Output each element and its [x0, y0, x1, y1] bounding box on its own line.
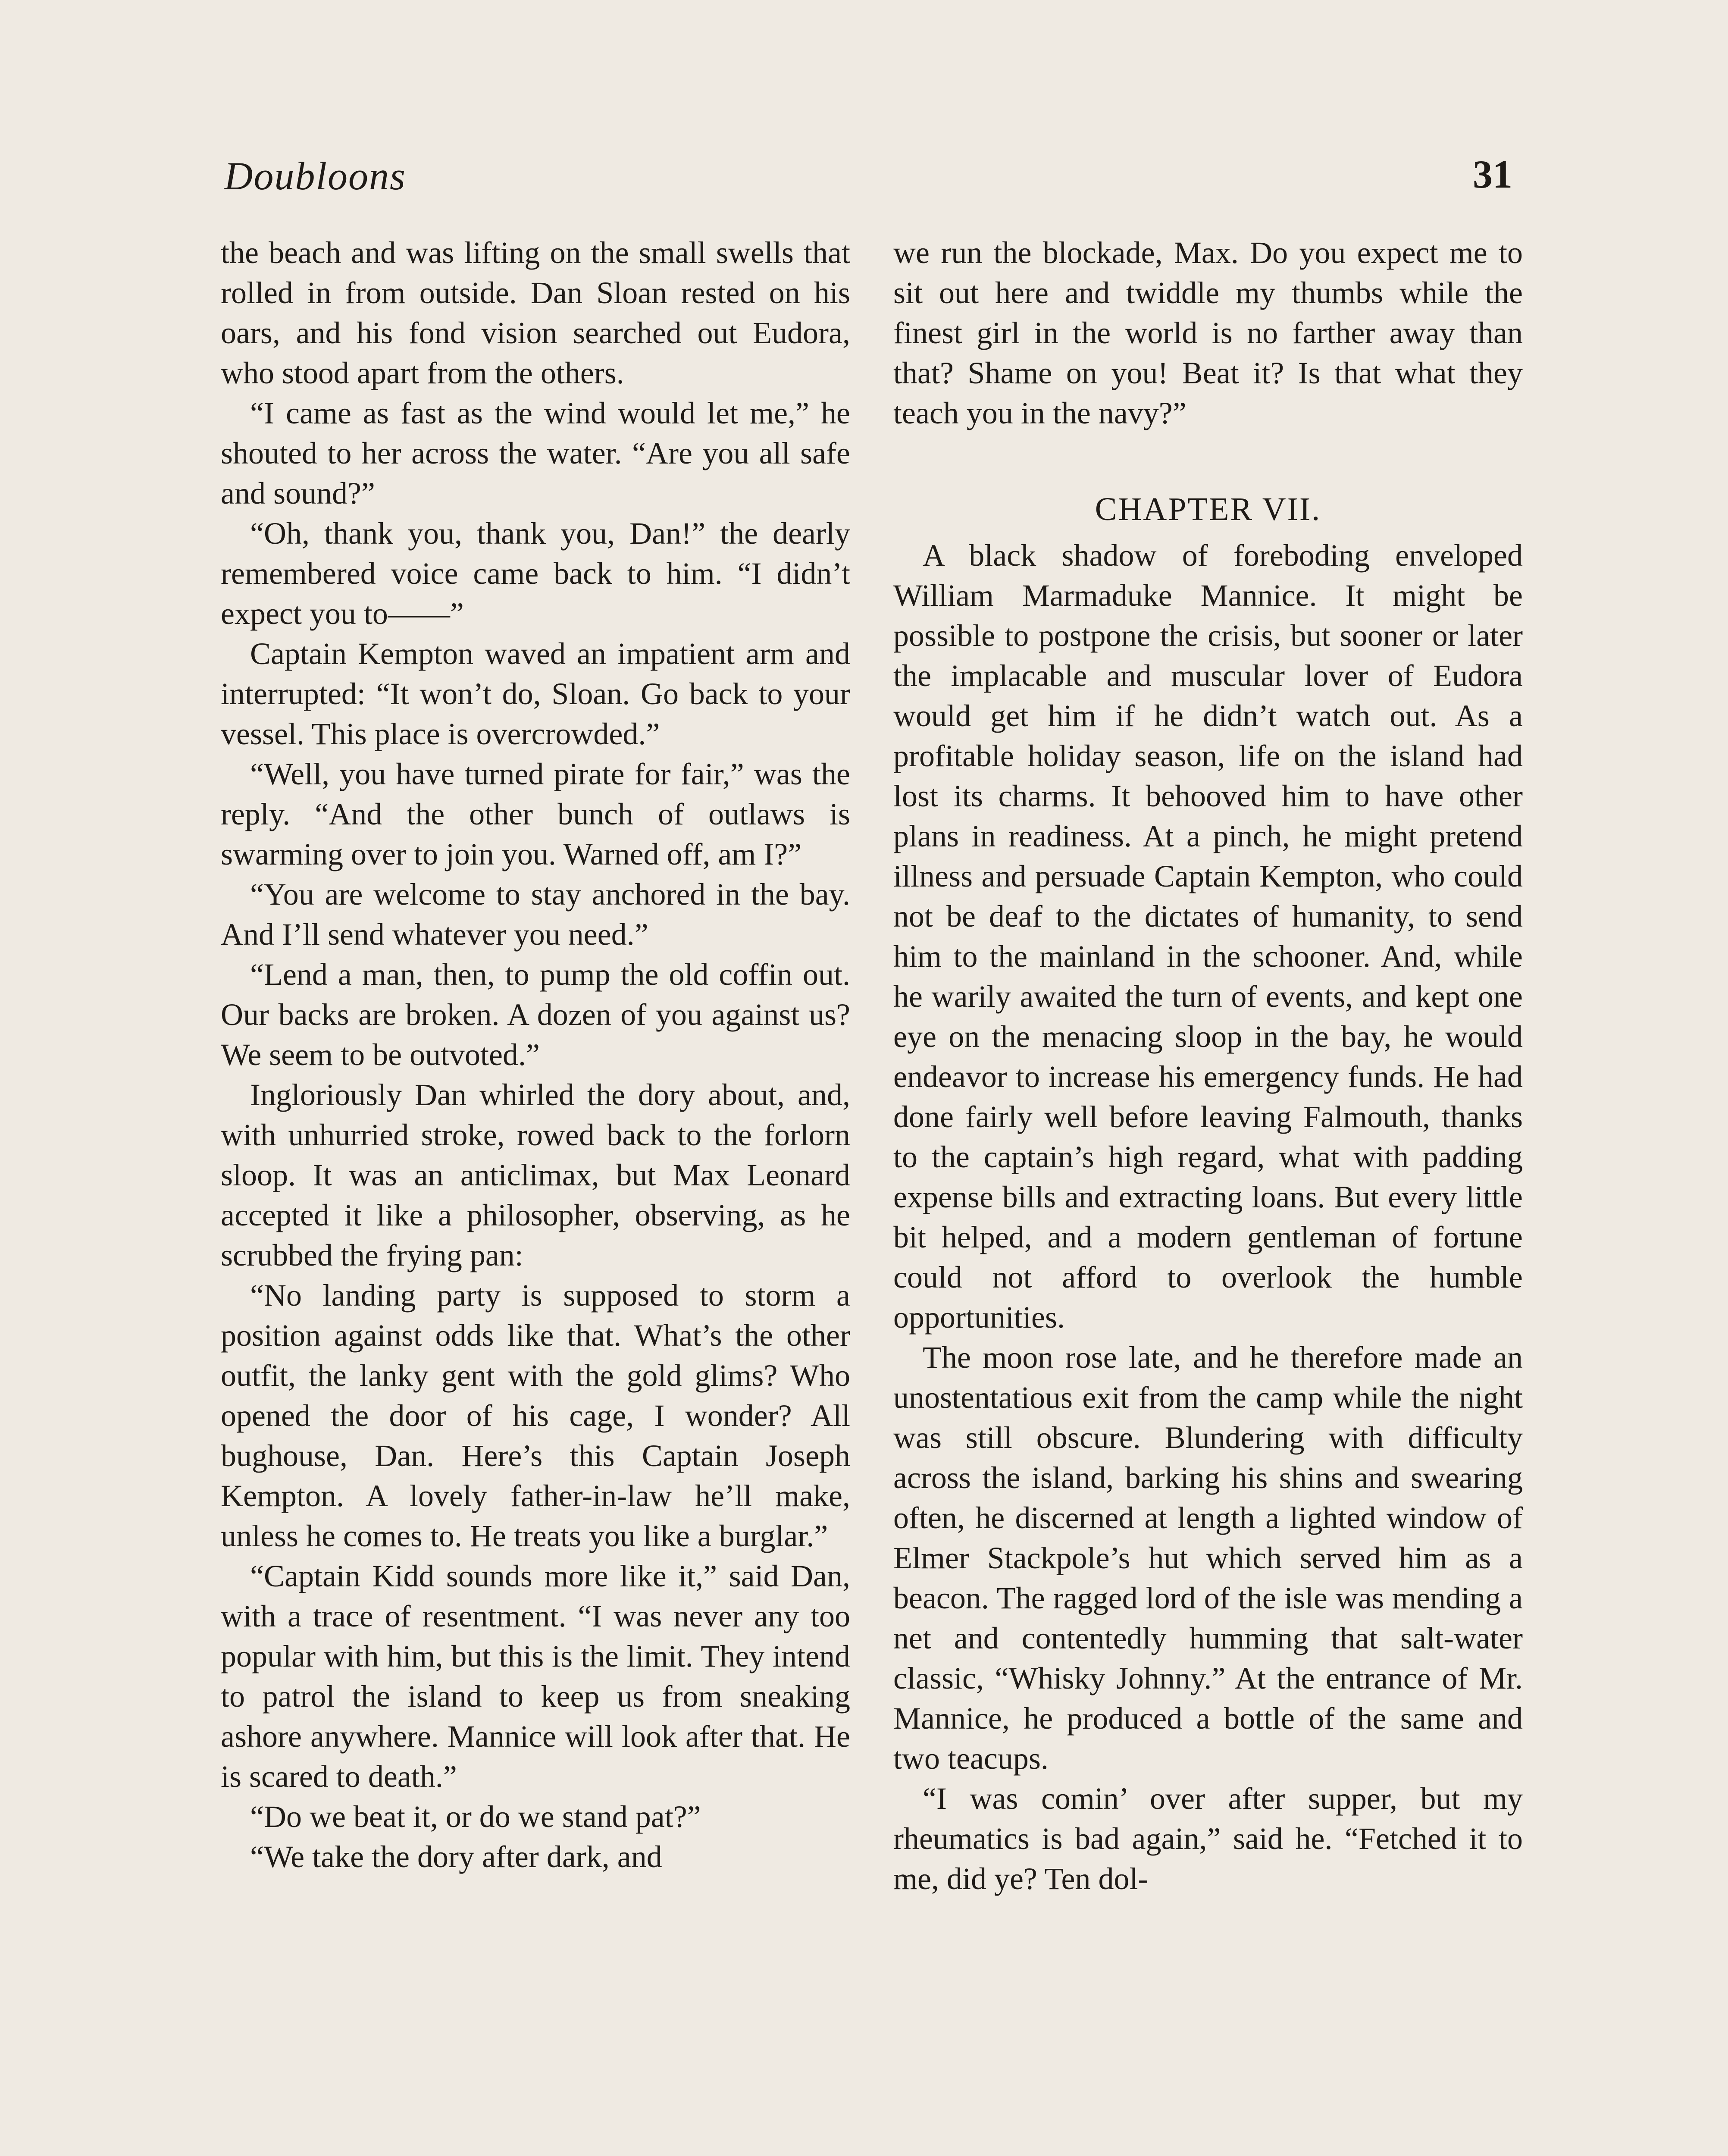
paragraph: The moon rose late, and he therefore made an unostentatious exit from the camp while the night was still obscure. Blundering with difficulty across the island, barking his shins and swearing often, he discerned at length a lighted window of Elmer Stackpole’s hut which served him as a beacon. The ragged lord of the isle was mending a net and contentedly humming that salt-water classic, “Whisky Johnny.” At the entrance of Mr. Mannice, he produced a bottle of the same and two teacups.	[893, 1340, 1523, 1776]
paragraph: “Lend a man, then, to pump the old coffin out. Our backs are broken. A dozen of you against us? We seem to be outvoted.”	[221, 957, 850, 1072]
chapter-heading: CHAPTER VII.	[1095, 491, 1321, 527]
paragraph: “I came as fast as the wind would let me,” he shouted to her across the water. “Are you all safe and sound?”	[221, 396, 850, 511]
paragraph: we run the blockade, Max. Do you expect me to sit out here and twiddle my thumbs while the finest girl in the world is no farther away than that? Shame on you! Beat it? Is that what they teach you in the navy?”	[893, 235, 1523, 430]
paragraph: “Do we beat it, or do we stand pat?”	[250, 1799, 701, 1834]
paragraph: “We take the dory after dark, and	[250, 1839, 662, 1874]
paragraph: Ingloriously Dan whirled the dory about, and, with unhurried stroke, rowed back to the forlorn sloop. It was an anticlimax, but Max Leonard accepted it like a philosopher, observing, as he scrubbed the frying pan:	[221, 1078, 850, 1272]
running-head	[224, 153, 1512, 205]
paragraph: “Captain Kidd sounds more like it,” said Dan, with a trace of resentment. “I was never any too popular with him, but this is the limit. They intend to patrol the island to keep us from sneaking ashore anywhere. Mannice will look after that. He is scared to death.”	[221, 1559, 850, 1794]
running-title: Doubloons	[224, 154, 406, 198]
paragraph: “You are welcome to stay anchored in the bay. And I’ll send whatever you need.”	[221, 877, 850, 952]
paragraph: A black shadow of foreboding enveloped William Marmaduke Mannice. It might be possible to postpone the crisis, but sooner or later the implacable and muscular lover of Eudora would get him if he didn’t watch out. As a profitable holiday season, life on the island had lost its charms. It behooved him to have other plans in readiness. At a pinch, he might pretend illness and persuade Captain Kempton, who could not be deaf to the dictates of humanity, to send him to the mainland in the schooner. And, while he warily awaited the turn of events, and kept one eye on the menacing sloop in the bay, he would endeavor to increase his emergency funds. He had done fairly well before leaving Falmouth, thanks to the captain’s high regard, what with padding expense bills and extracting loans. But every little bit helped, and a modern gentleman of fortune could not afford to overlook the humble opportunities.	[893, 538, 1523, 1335]
paragraph: Captain Kempton waved an impatient arm and interrupted: “It won’t do, Sloan. Go back to your vessel. This place is overcrowded.”	[221, 636, 850, 751]
page-number: 31	[1473, 152, 1512, 196]
paragraph: “Well, you have turned pirate for fair,” was the reply. “And the other bunch of outlaws is swarming over to join you. Warned off, am I?”	[221, 757, 850, 871]
paragraph: “No landing party is supposed to storm a position against odds like that. What’s the other outfit, the lanky gent with the gold glims? Who opened the door of his cage, I wonder? All bughouse, Dan. Here’s this Captain Joseph Kempton. A lovely father-in-law he’ll make, unless he comes to. He treats you like a burglar.”	[221, 1278, 850, 1553]
paragraph: “I was comin’ over after supper, but my rheumatics is bad again,” said he. “Fetched it to me, did ye? Ten dol-	[893, 1781, 1523, 1896]
paragraph: “Oh, thank you, thank you, Dan!” the dearly remembered voice came back to him. “I didn’t expect you to——”	[221, 516, 850, 631]
left-column	[221, 233, 850, 1877]
right-column	[893, 233, 1523, 1899]
paragraph: the beach and was lifting on the small swells that rolled in from outside. Dan Sloan rested on his oars, and his fond vision searched out Eudora, who stood apart from the others.	[221, 235, 850, 390]
